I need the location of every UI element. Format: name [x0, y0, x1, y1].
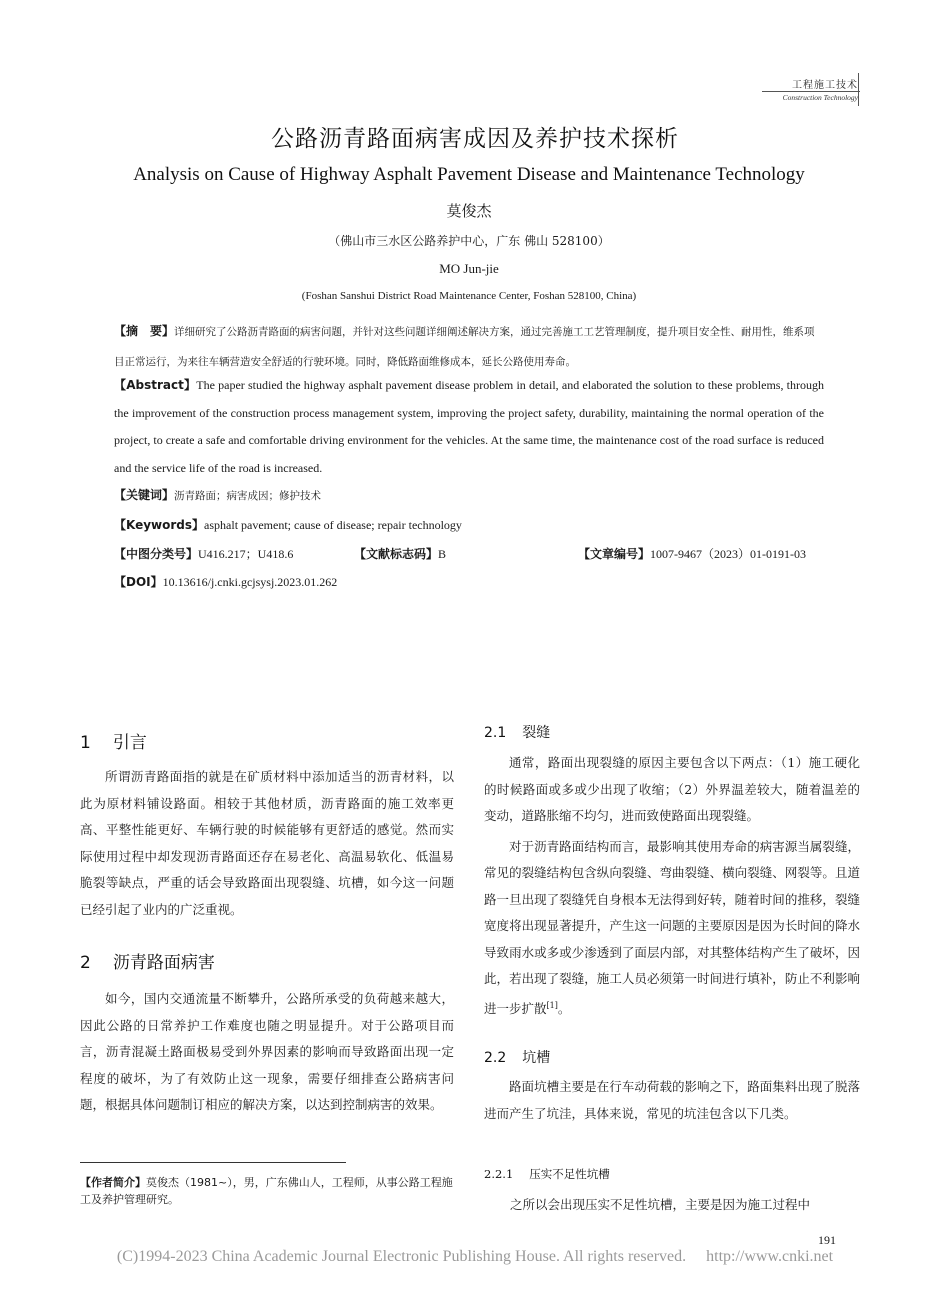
doc-code-value: B — [438, 547, 447, 561]
running-header-cn: 工程施工技术 — [792, 80, 858, 91]
article-number-value: 1007-9467（2023）01-0191-03 — [650, 547, 807, 561]
section-2-1-paragraph-2-text: 对于沥青路面结构而言，最影响其使用寿命的病害源当属裂缝，常见的裂缝结构包含纵向裂缝、弯曲裂缝、横向裂缝、网裂等。且道路一旦出现了裂缝凭自身根本无法得到好转，随着时间的推移，裂缝宽度将出现显著提升，产生这一问题的主要原因是因为长时间的降水导致雨水或多或少渗透到了面层内部，对其整体结构产生了破坏，因此，若出现了裂缝，施工人员必须第一时间进行填补，防止不利影响进一步扩散 — [484, 838, 860, 1016]
article-number — [578, 545, 806, 562]
clc-label: 【中图分类号】 — [114, 547, 199, 561]
section-1-body — [80, 764, 454, 923]
doi — [114, 573, 337, 590]
section-1-number: 1 — [80, 733, 91, 753]
section-1-heading — [80, 728, 147, 753]
section-1-paragraph: 所谓沥青路面指的就是在矿质材料中添加适当的沥青材料，以此为原材料铺设路面。相较于其他材质，沥青路面的施工效率更高、平整性能更好、车辆行驶的时候能够有更舒适的感觉。然而实际使用过程中却发现沥青路面还存在易老化、高温易软化、低温易脆裂等缺点，严重的话会导致路面出现裂缝、坑槽，如今这一问题已经引起了业内的广泛重视。 — [80, 769, 454, 917]
header-vertical-rule — [858, 73, 859, 106]
section-1-title: 引言 — [112, 733, 147, 753]
keywords-en-label: 【Keywords】 — [114, 518, 205, 532]
clc-number — [114, 545, 293, 562]
clc-value: U416.217；U418.6 — [198, 547, 294, 561]
footnote-label: 【作者简介】 — [80, 1176, 146, 1189]
section-2-2-1-paragraph: 之所以会出现压实不足性坑槽，主要是因为施工过程中 — [510, 1197, 811, 1212]
abstract-en-label: 【Abstract】 — [114, 378, 197, 392]
section-2-1-paragraph-1: 通常，路面出现裂缝的原因主要包含以下两点：（1）施工硬化的时候路面或多或少出现了收缩；（2）外界温差较大，随着温差的变动，道路胀缩不均匀，进而致使路面出现裂缝。 — [484, 755, 860, 823]
doi-label: 【DOI】 — [114, 575, 163, 589]
section-2-1-paragraph-2 — [484, 834, 860, 1023]
section-2-1-title: 裂缝 — [522, 725, 551, 741]
author-bio-footnote — [80, 1174, 458, 1208]
abstract-cn-text: 详细研究了公路沥青路面的病害问题，并针对这些问题详细阐述解决方案，通过完善施工工艺管理制度，提升项目安全性、耐用性，维系项目正常运行，为来往车辆营造安全舒适的行驶环境。同时，降低路面维修成本，延长公路使用寿命。 — [114, 326, 815, 368]
running-header-en: Construction Technology — [782, 93, 858, 102]
section-2-1-number: 2.1 — [484, 725, 507, 741]
section-2-body — [80, 986, 454, 1119]
section-2-2-1-number: 2.2.1 — [484, 1167, 514, 1181]
footnote-text: 莫俊杰（1981~），男，广东佛山人，工程师，从事公路工程施工及养护管理研究。 — [80, 1176, 453, 1206]
section-2-1-paragraph-2-end: 。 — [557, 1000, 571, 1016]
section-2-1-body — [484, 750, 860, 1022]
section-2-2-1-body — [484, 1192, 860, 1219]
section-2-2-heading — [484, 1047, 550, 1067]
paper-title-en: Analysis on Cause of Highway Asphalt Pavement Disease and Maintenance Technology — [133, 164, 805, 185]
doi-value: 10.13616/j.cnki.gcjsysj.2023.01.262 — [162, 575, 338, 589]
affiliation-en: (Foshan Sanshui District Road Maintenance Center, Foshan 528100, China) — [301, 290, 637, 302]
keywords-cn-label: 【关键词】 — [114, 488, 175, 502]
citation-1: [1] — [546, 1000, 558, 1010]
keywords-en — [114, 516, 824, 533]
abstract-cn — [114, 316, 824, 377]
section-2-2-title: 坑槽 — [522, 1050, 551, 1066]
abstract-en — [114, 372, 824, 482]
section-2-2-paragraph: 路面坑槽主要是在行车动荷载的影响之下，路面集料出现了脱落进而产生了坑洼，具体来说，常见的坑洼包含以下几类。 — [484, 1079, 860, 1121]
document-code — [354, 545, 446, 562]
section-2-title: 沥青路面病害 — [112, 953, 215, 973]
footnote-rule — [80, 1162, 346, 1163]
affiliation-cn: （佛山市三水区公路养护中心，广东 佛山 528100） — [328, 234, 610, 248]
article-number-label: 【文章编号】 — [578, 547, 651, 561]
section-2-1-heading — [484, 722, 550, 742]
section-2-paragraph: 如今，国内交通流量不断攀升，公路所承受的负荷越来越大，因此公路的日常养护工作难度也随之明显提升。对于公路项目而言，沥青混凝土路面极易受到外界因素的影响而导致路面出现一定程度的破坏，为了有效防止这一现象，需要仔细排查公路病害问题，根据具体问题制订相应的解决方案，以达到控制病害的效果。 — [80, 991, 454, 1112]
section-2-2-number: 2.2 — [484, 1050, 507, 1066]
abstract-cn-label: 【摘 要】 — [114, 324, 175, 338]
author-name-cn: 莫俊杰 — [446, 202, 492, 220]
section-2-number: 2 — [80, 953, 91, 973]
keywords-cn — [114, 486, 824, 503]
abstract-en-text: The paper studied the highway asphalt pavement disease problem in detail, and elaborated the solution to these problems, through the improvement of the construction process management system, improving the project safety, durability, maintaining the normal operation of the project, to create a safe and comfortable driving environment for the vehicles. At the same time, the maintenance cost of the road surface is reduced and the service life of the road is increased. — [114, 378, 824, 475]
section-2-2-1-title: 压实不足性坑槽 — [529, 1167, 610, 1181]
section-2-2-1-heading — [484, 1166, 610, 1182]
section-2-2-body — [484, 1074, 860, 1127]
keywords-en-text: asphalt pavement; cause of disease; repair technology — [204, 518, 462, 532]
copyright-watermark: (C)1994-2023 China Academic Journal Electronic Publishing House. All rights reserved. http://www.cnki.net — [116, 1248, 834, 1265]
keywords-cn-text: 沥青路面；病害成因；修护技术 — [174, 490, 322, 502]
author-name-en: MO Jun-jie — [439, 261, 499, 276]
section-2-heading — [80, 948, 215, 973]
header-rule — [762, 91, 860, 92]
doc-code-label: 【文献标志码】 — [354, 547, 439, 561]
page-number: 191 — [818, 1233, 836, 1247]
paper-title-cn: 公路沥青路面病害成因及养护技术探析 — [271, 126, 679, 152]
